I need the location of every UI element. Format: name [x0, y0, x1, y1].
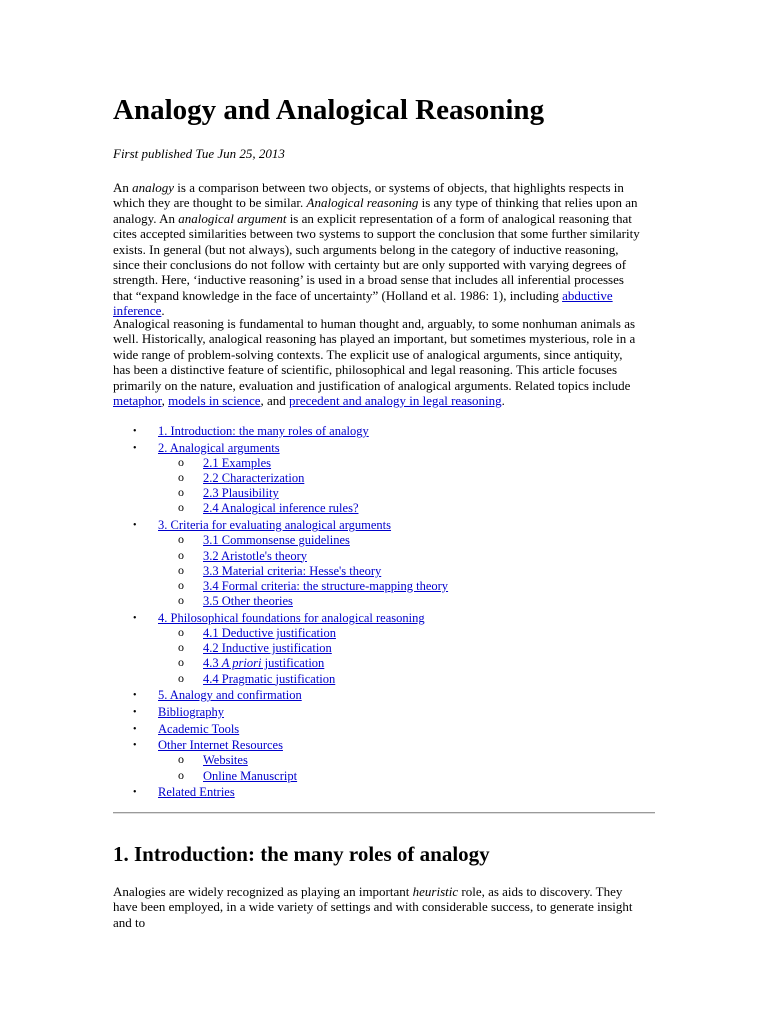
toc-link-other-resources[interactable]: Other Internet Resources	[158, 738, 283, 753]
toc-link-3-1[interactable]: 3.1 Commonsense guidelines	[203, 533, 350, 548]
text: is any type of thinking that relies upon an analogy. An	[113, 195, 638, 226]
term-a-priori: A priori	[221, 656, 262, 671]
sub-bullet-icon: o	[178, 624, 184, 639]
sub-bullet-icon: o	[178, 670, 184, 685]
toc-subitem	[113, 626, 658, 641]
text: is a comparison between two objects, or systems of objects, that highlights respects in which they are thought to be similar.	[113, 180, 624, 211]
bullet-icon: •	[133, 723, 137, 735]
toc-item	[113, 441, 658, 456]
toc-link-related-entries[interactable]: Related Entries	[158, 785, 235, 800]
bullet-icon: •	[133, 426, 137, 437]
text: An	[113, 180, 133, 195]
text: .	[161, 303, 165, 319]
section-1-paragraph	[113, 884, 643, 930]
toc-subitem	[113, 672, 658, 687]
toc-item	[113, 738, 658, 753]
toc-subitem	[113, 641, 658, 656]
section-heading: 1. Introduction: the many roles of analogy	[113, 842, 490, 866]
bullet-icon: •	[133, 690, 137, 702]
toc-item	[113, 688, 658, 703]
sub-bullet-icon: o	[178, 593, 184, 608]
sub-bullet-icon: o	[178, 562, 184, 577]
sub-bullet-icon: o	[178, 577, 184, 592]
bullet-icon: •	[133, 520, 137, 532]
text: is an explicit representation of a form of analogical reasoning that cites accepted similarities between two systems to support the conclusion that some further similarity exists. In general (but not always), such arguments belong in the category of inductive reasoning, since their conclusions do not follow with certainty but are only supported with varying degrees of strength. Here, ‘inductive reasoning’ is used in a broad sense that includes all inferential processes that “expand knowledge in the face of uncertainty” (Holland et al. 1986: 1), including	[113, 210, 640, 303]
toc-subitem	[113, 456, 658, 471]
toc-item	[113, 518, 658, 533]
text: ,	[161, 393, 169, 409]
link-metaphor[interactable]: metaphor	[113, 393, 162, 409]
text: Analogies are widely recognized as playing an important	[113, 884, 413, 899]
toc-subitem	[113, 656, 658, 671]
toc-link-4-4[interactable]: 4.4 Pragmatic justification	[203, 671, 336, 686]
link-abductive-inference[interactable]: abductive inference	[113, 287, 613, 319]
toc-link-section-4[interactable]: 4. Philosophical foundations for analogical reasoning	[158, 610, 425, 625]
toc-link-3-4[interactable]: 3.4 Formal criteria: the structure-mapping theory	[203, 578, 449, 593]
toc-item	[113, 705, 658, 720]
bullet-icon: •	[133, 612, 137, 624]
table-of-contents	[113, 424, 658, 801]
intro-paragraph-1	[113, 180, 643, 319]
toc-link-section-2[interactable]: 2. Analogical arguments	[158, 440, 280, 455]
section-divider	[113, 812, 655, 814]
bullet-icon: •	[133, 787, 137, 799]
toc-subitem	[113, 579, 658, 594]
toc-subitem	[113, 564, 658, 579]
sub-bullet-icon: o	[178, 752, 184, 767]
intro-paragraph-2	[113, 316, 643, 408]
toc-link-2-2[interactable]: 2.2 Characterization	[203, 471, 305, 486]
link-precedent-and-analogy[interactable]: precedent and analogy in legal reasoning	[289, 393, 502, 409]
term-analogical-argument: analogical argument	[178, 210, 287, 226]
toc-subitem	[113, 769, 658, 784]
toc-link-websites[interactable]: Websites	[203, 753, 248, 768]
text: Analogical reasoning is fundamental to human thought and, arguably, to some nonhuman animals as well. Historically, analogical reasoning has played an important, but sometimes mysterious, role in a wide range of problem-solving contexts. The explicit use of analogical arguments, since antiquity, has been a distinctive feature of scientific, philosophical and legal reasoning. This article focuses primarily on the nature, evaluation and justification of analogical arguments. Related topics include	[113, 316, 636, 393]
toc-subitem	[113, 594, 658, 609]
term-analogy: analogy	[132, 180, 175, 195]
text: , and	[260, 393, 290, 409]
sub-bullet-icon: o	[178, 547, 184, 562]
toc-link-section-3[interactable]: 3. Criteria for evaluating analogical arguments	[158, 518, 392, 533]
toc-link-3-5[interactable]: 3.5 Other theories	[203, 594, 293, 609]
toc-item	[113, 722, 658, 737]
toc-subitem	[113, 501, 658, 516]
term-heuristic: heuristic	[412, 884, 459, 899]
toc-subitem	[113, 486, 658, 501]
toc-link-3-2[interactable]: 3.2 Aristotle's theory	[203, 548, 307, 563]
toc-subitem	[113, 471, 658, 486]
bullet-icon: •	[133, 442, 137, 454]
sub-bullet-icon: o	[178, 485, 184, 500]
sub-bullet-icon: o	[178, 767, 184, 782]
toc-subitem	[113, 549, 658, 564]
toc-item	[113, 611, 658, 626]
sub-bullet-icon: o	[178, 470, 184, 485]
toc-item	[113, 785, 658, 800]
text: .	[501, 393, 505, 409]
sub-bullet-icon: o	[178, 532, 184, 547]
link-models-in-science[interactable]: models in science	[168, 393, 261, 409]
toc-link-4-2[interactable]: 4.2 Inductive justification	[203, 641, 332, 656]
toc-link-2-3[interactable]: 2.3 Plausibility	[203, 486, 279, 501]
sub-bullet-icon: o	[178, 454, 184, 469]
sub-bullet-icon: o	[178, 500, 184, 515]
toc-link-academic-tools[interactable]: Academic Tools	[158, 721, 240, 736]
toc-link-section-5[interactable]: 5. Analogy and confirmation	[158, 688, 302, 703]
page-title: Analogy and Analogical Reasoning	[113, 94, 545, 126]
toc-link-4-3[interactable]	[203, 656, 324, 671]
text: role, as aids to discovery. They have been employed, in a wide variety of settings and with considerable success, to generate insight and to	[113, 884, 633, 930]
toc-link-2-1[interactable]: 2.1 Examples	[203, 455, 272, 470]
toc-link-online-manuscript[interactable]: Online Manuscript	[203, 768, 298, 783]
toc-subitem	[113, 753, 658, 768]
toc-subitem	[113, 533, 658, 548]
publication-date: First published Tue Jun 25, 2013	[113, 146, 285, 161]
sub-bullet-icon: o	[178, 655, 184, 670]
term-analogical-reasoning: Analogical reasoning	[306, 195, 419, 211]
sub-bullet-icon: o	[178, 640, 184, 655]
toc-item	[113, 424, 658, 439]
text: 4.3	[203, 656, 222, 671]
toc-link-2-4[interactable]: 2.4 Analogical inference rules?	[203, 501, 359, 516]
toc-link-4-1[interactable]: 4.1 Deductive justification	[203, 625, 336, 640]
bullet-icon: •	[133, 706, 137, 718]
text: justification	[261, 656, 325, 671]
toc-link-section-1[interactable]: 1. Introduction: the many roles of analogy	[158, 424, 369, 438]
toc-link-bibliography[interactable]: Bibliography	[158, 704, 224, 719]
bullet-icon: •	[133, 740, 137, 752]
toc-link-3-3[interactable]: 3.3 Material criteria: Hesse's theory	[203, 563, 382, 578]
